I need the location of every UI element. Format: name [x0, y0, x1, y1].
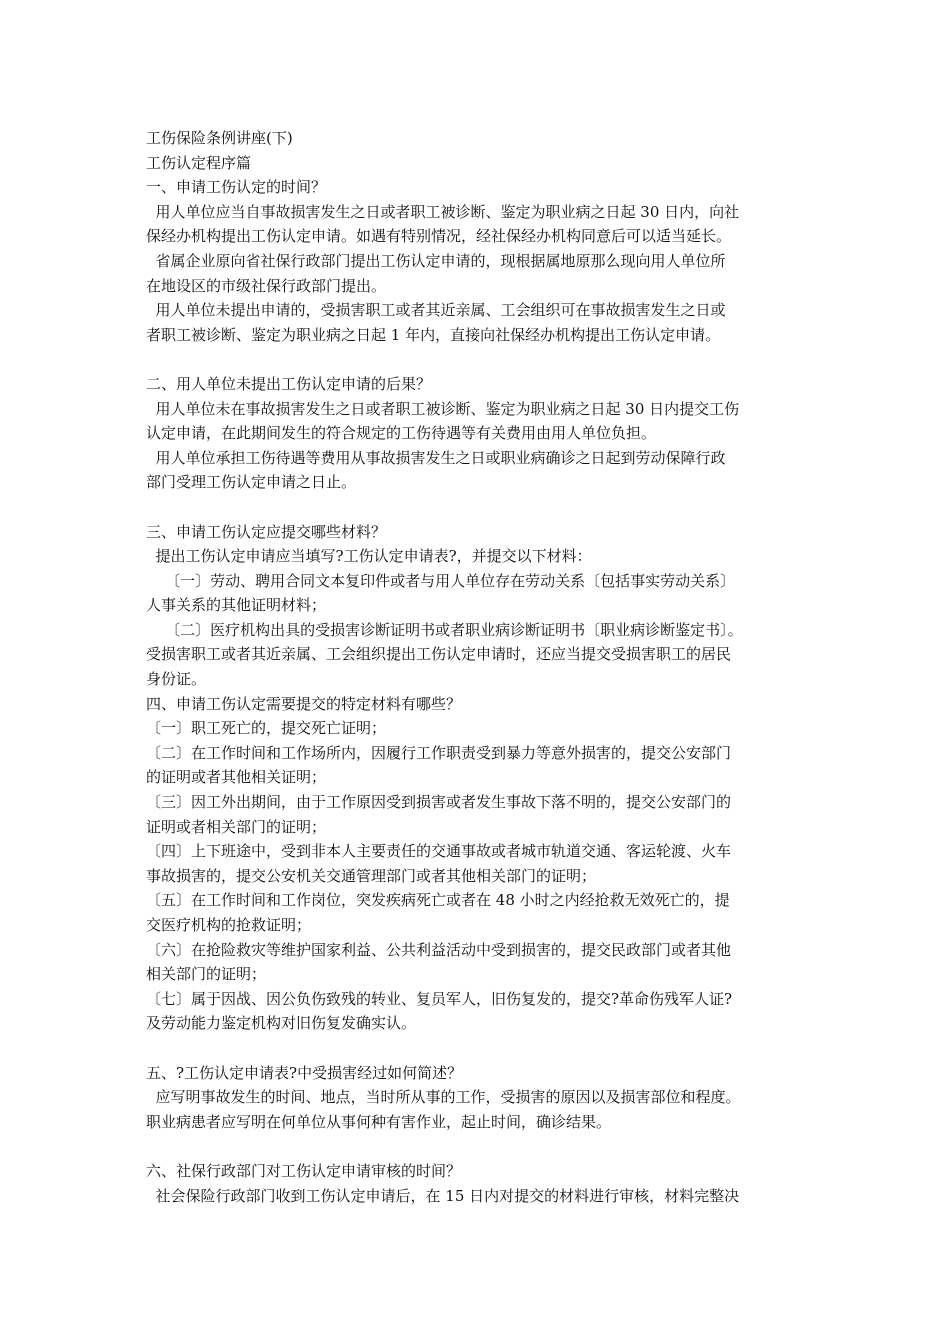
section-heading: 五、?工伤认定申请表?中受损害经过如何简述？ — [146, 1063, 463, 1082]
list-item-line: 〔六〕在抢险救灾等维护国家利益、公共利益活动中受到损害的，提交民政部门或者其他 — [146, 940, 732, 959]
blank-line — [146, 1036, 818, 1061]
section-heading: 六、社保行政部门对工伤认定申请审核的时间？ — [146, 1161, 462, 1180]
paragraph-line: 身份证。 — [146, 670, 207, 689]
list-item-line: 〔五〕在工作时间和工作岗位，突发疾病死亡或者在 48 小时之内经抢救无效死亡的，提 — [146, 891, 730, 910]
paragraph-line: 用人单位应当自事故损害发生之日或者职工被诊断、鉴定为职业病之日起 30 日内，向社 — [146, 202, 740, 221]
paragraph-line: 认定申请，在此期间发生的符合规定的工伤待遇等有关费用由用人单位负担。 — [146, 424, 657, 443]
list-item-line: 〔四〕上下班途中，受到非本人主要责任的交通事故或者城市轨道交通、客运轮渡、火车 — [146, 842, 732, 861]
paragraph-line: 职业病患者应写明在何单位从事何种有害作业，起止时间，确诊结果。 — [146, 1112, 612, 1131]
blank-line — [146, 495, 818, 520]
paragraph-line: 在地设区的市级社保行政部门提出。 — [146, 276, 387, 295]
paragraph-line: 〔二〕医疗机构出具的受损害诊断证明书或者职业病诊断证明书〔职业病诊断鉴定书〕。 — [146, 620, 743, 639]
section-5 — [146, 1061, 818, 1135]
paragraph-line: 应写明事故发生的时间、地点，当时所从事的工作，受损害的原因以及损害部位和程度。 — [146, 1088, 741, 1107]
paragraph-line: 保经办机构提出工伤认定申请。如遇有特别情况，经社保经办机构同意后可以适当延长。 — [146, 227, 732, 246]
list-item-line: 证明或者相关部门的证明； — [146, 817, 327, 836]
section-2 — [146, 372, 818, 495]
paragraph-line: 用人单位未提出申请的，受损害职工或者其近亲属、工会组织可在事故损害发生之日或 — [146, 301, 726, 320]
paragraph-line: 受损害职工或者其近亲属、工会组织提出工伤认定申请时，还应当提交受损害职工的居民 — [146, 645, 732, 664]
list-item-line: 〔七〕属于因战、因公负伤致残的转业、复员军人，旧伤复发的，提交?革命伤残军人证? — [146, 989, 733, 1008]
list-item-line: 〔三〕因工外出期间，由于工作原因受到损害或者发生事故下落不明的，提交公安部门的 — [146, 793, 732, 812]
list-item-line: 〔一〕职工死亡的，提交死亡证明； — [146, 719, 387, 738]
list-item-line: 〔二〕在工作时间和工作场所内，因履行工作职责受到暴力等意外损害的，提交公安部门 — [146, 743, 732, 762]
list-item-line: 相关部门的证明； — [146, 965, 267, 984]
section-heading: 三、申请工伤认定应提交哪些材料？ — [146, 522, 387, 541]
section-heading: 四、申请工伤认定需要提交的特定材料有哪些？ — [146, 694, 462, 713]
document-title: 工伤保险条例讲座(下) — [146, 129, 293, 147]
paragraph-line: 用人单位承担工伤待遇等费用从事故损害发生之日或职业病确诊之日起到劳动保障行政 — [146, 448, 726, 467]
paragraph-line: 社会保险行政部门收到工伤认定申请后，在 15 日内对提交的材料进行审核，材料完整决 — [146, 1186, 740, 1205]
list-item-line: 及劳动能力鉴定机构对旧伤复发确实认。 — [146, 1014, 417, 1033]
section-4 — [146, 692, 818, 1036]
paragraph-line: 部门受理工伤认定申请之日止。 — [146, 473, 357, 492]
section-1 — [146, 175, 818, 347]
blank-line — [146, 1134, 818, 1159]
paragraph-line: 人事关系的其他证明材料； — [146, 596, 327, 615]
list-item-line: 事故损害的，提交公安机关交通管理部门或者其他相关部门的证明； — [146, 866, 597, 885]
list-item-line: 的证明或者其他相关证明； — [146, 768, 327, 787]
paragraph-line: 省属企业原向省社保行政部门提出工伤认定申请的，现根据属地原那么现向用人单位所 — [146, 251, 726, 270]
document-subtitle: 工伤认定程序篇 — [146, 153, 252, 172]
blank-line — [146, 347, 818, 372]
document-body — [146, 126, 818, 1208]
list-item-line: 交医疗机构的抢救证明； — [146, 916, 312, 934]
section-6 — [146, 1159, 818, 1208]
section-heading: 二、用人单位未提出工伤认定申请的后果？ — [146, 374, 432, 393]
paragraph-line: 提出工伤认定申请应当填写?工伤认定申请表?，并提交以下材料： — [146, 547, 592, 566]
paragraph-line: 者职工被诊断、鉴定为职业病之日起 1 年内，直接向社保经办机构提出工伤认定申请。 — [146, 325, 721, 344]
section-heading: 一、申请工伤认定的时间？ — [146, 178, 327, 197]
section-3 — [146, 520, 818, 692]
paragraph-line: 用人单位未在事故损害发生之日或者职工被诊断、鉴定为职业病之日起 30 日内提交工伤 — [146, 399, 740, 418]
paragraph-line: 〔一〕劳动、聘用合同文本复印件或者与用人单位存在劳动关系〔包括事实劳动关系〕 — [146, 571, 736, 590]
